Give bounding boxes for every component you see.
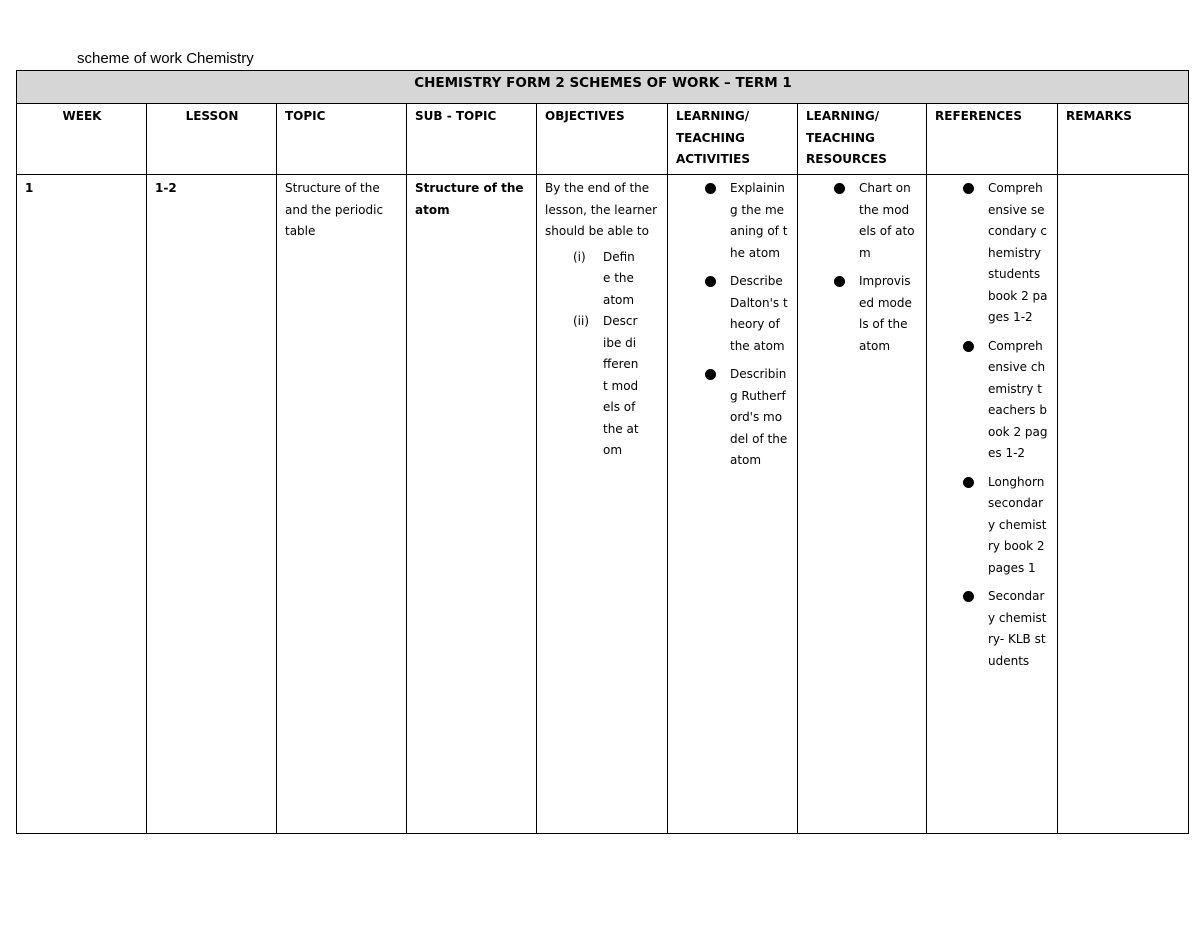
reference-text: Comprehensive secondary chemistry students book 2 pages 1-2 bbox=[988, 181, 1048, 324]
reference-text: Secondary chemistry- KLB students bbox=[988, 589, 1047, 668]
scheme-of-work-table bbox=[16, 70, 1189, 834]
reference-text: Comprehensive chemistry teachers book 2 pages 1-2 bbox=[988, 338, 1048, 460]
table-title: CHEMISTRY FORM 2 SCHEMES OF WORK – TERM 1 bbox=[17, 71, 1189, 104]
header-lesson: LESSON bbox=[147, 104, 277, 175]
list-item bbox=[705, 271, 790, 357]
cell-lesson: 1-2 bbox=[147, 175, 277, 834]
resource-text: Improvised models of the atom bbox=[859, 274, 912, 353]
list-item bbox=[963, 178, 1050, 329]
cell-topic: Structure of the and the periodic table bbox=[277, 175, 407, 834]
bullet-icon bbox=[705, 369, 716, 380]
list-item bbox=[834, 271, 919, 357]
cell-activities bbox=[668, 175, 798, 834]
cell-subtopic: Structure of the atom bbox=[407, 175, 537, 834]
bullet-icon bbox=[963, 477, 974, 488]
document-label: scheme of work Chemistry bbox=[77, 50, 254, 67]
header-activities: LEARNING/ TEACHING ACTIVITIES bbox=[668, 104, 798, 175]
list-item bbox=[545, 247, 660, 312]
objectives-intro: By the end of the lesson, the learner should be able to bbox=[545, 181, 658, 238]
bullet-icon bbox=[705, 183, 716, 194]
list-item bbox=[545, 311, 660, 462]
list-item bbox=[834, 178, 919, 264]
list-item bbox=[705, 364, 790, 472]
cell-resources bbox=[798, 175, 927, 834]
table-row bbox=[17, 175, 1189, 834]
reference-text: Longhorn secondary chemistry book 2 pages 1 bbox=[988, 474, 1047, 575]
objective-text: Describe different models of the atom bbox=[603, 314, 639, 457]
activity-text: Describe Dalton's theory of the atom bbox=[730, 274, 788, 353]
objectives-list bbox=[545, 247, 660, 462]
references-list bbox=[935, 178, 1050, 672]
list-item bbox=[963, 472, 1050, 580]
bullet-icon bbox=[963, 591, 974, 602]
header-row bbox=[17, 104, 1189, 175]
header-references: REFERENCES bbox=[927, 104, 1058, 175]
activities-list bbox=[676, 178, 790, 472]
activity-text: Explaining the meaning of the atom bbox=[730, 181, 788, 260]
list-item bbox=[705, 178, 790, 264]
bullet-icon bbox=[834, 183, 845, 194]
cell-references bbox=[927, 175, 1058, 834]
activity-text: Describing Rutherford's model of the atom bbox=[730, 367, 788, 467]
objective-text: Define the atom bbox=[603, 249, 635, 307]
bullet-icon bbox=[963, 183, 974, 194]
cell-week: 1 bbox=[17, 175, 147, 834]
header-topic: TOPIC bbox=[277, 104, 407, 175]
objective-number: (i) bbox=[573, 249, 586, 264]
resource-text: Chart on the models of atom bbox=[859, 181, 915, 260]
list-item bbox=[963, 586, 1050, 672]
header-resources: LEARNING/ TEACHING RESOURCES bbox=[798, 104, 927, 175]
header-subtopic: SUB - TOPIC bbox=[407, 104, 537, 175]
bullet-icon bbox=[705, 276, 716, 287]
header-week: WEEK bbox=[17, 104, 147, 175]
bullet-icon bbox=[963, 341, 974, 352]
objective-number: (ii) bbox=[573, 314, 590, 328]
bullet-icon bbox=[834, 276, 845, 287]
cell-remarks bbox=[1058, 175, 1189, 834]
header-remarks: REMARKS bbox=[1058, 104, 1189, 175]
cell-objectives bbox=[537, 175, 668, 834]
list-item bbox=[963, 336, 1050, 465]
resources-list bbox=[806, 178, 919, 357]
header-objectives: OBJECTIVES bbox=[537, 104, 668, 175]
